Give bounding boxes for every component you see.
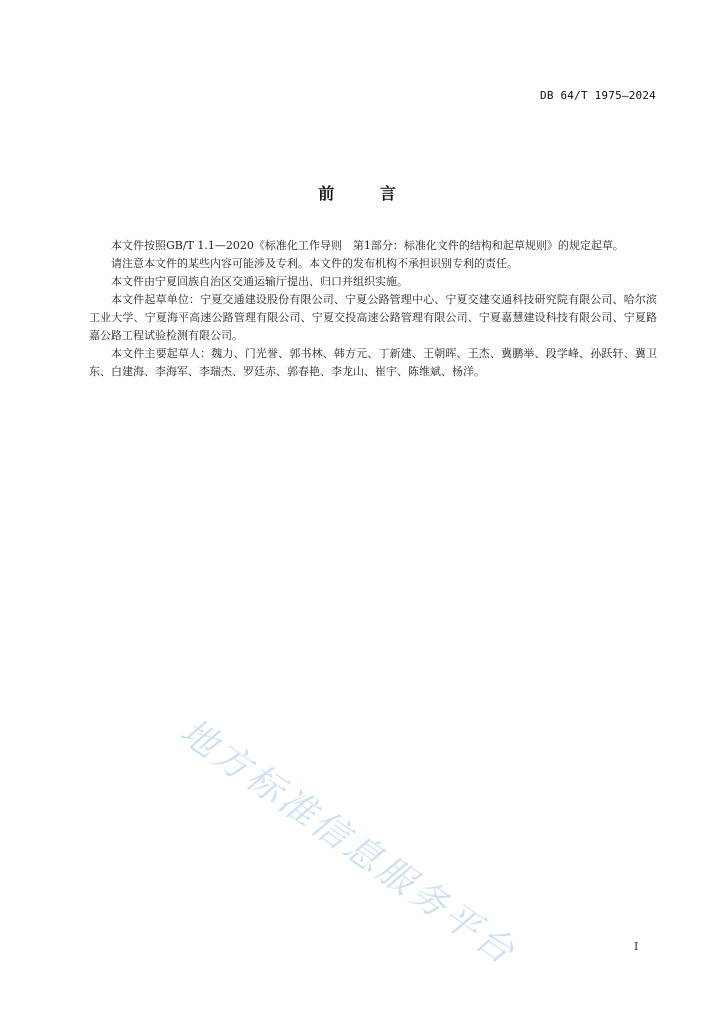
watermark-text: 地方标准信息服务平台 [172,711,524,975]
paragraph-drafting-units: 本文件起草单位：宁夏交通建设股份有限公司、宁夏公路管理中心、宁夏交建交通科技研究院有限公司、哈尔滨工业大学、宁夏海平高速公路管理有限公司、宁夏交投高速公路管理有限公司、宁夏嘉慧建设科技有限公司、宁夏路嘉公路工程试验检测有限公司。 [89,293,657,342]
page-title: 前 言 [318,184,416,203]
page-number: I [634,940,639,953]
paragraph-proposer: 本文件由宁夏回族自治区交通运输厅提出、归口并组织实施。 [111,275,408,288]
document-code: DB 64/T 1975—2024 [540,89,656,102]
paragraph-drafting-rules: 本文件按照GB/T 1.1—2020《标准化工作导则 第1部分：标准化文件的结构和起草规则》的规定起草。 [111,239,624,252]
paragraph-patent-notice: 请注意本文件的某些内容可能涉及专利。本文件的发布机构不承担识别专利的责任。 [111,257,518,270]
foreword-body [89,237,657,381]
paragraph-drafters: 本文件主要起草人：魏力、门光誉、郭书林、韩方元、丁新建、王朝晖、王杰、冀鹏举、段学峰、孙跃轩、冀卫东、白建海、李海军、李瑞杰、罗廷赤、郭春艳、李龙山、崔宇、陈维斌、杨洋。 [89,347,657,378]
